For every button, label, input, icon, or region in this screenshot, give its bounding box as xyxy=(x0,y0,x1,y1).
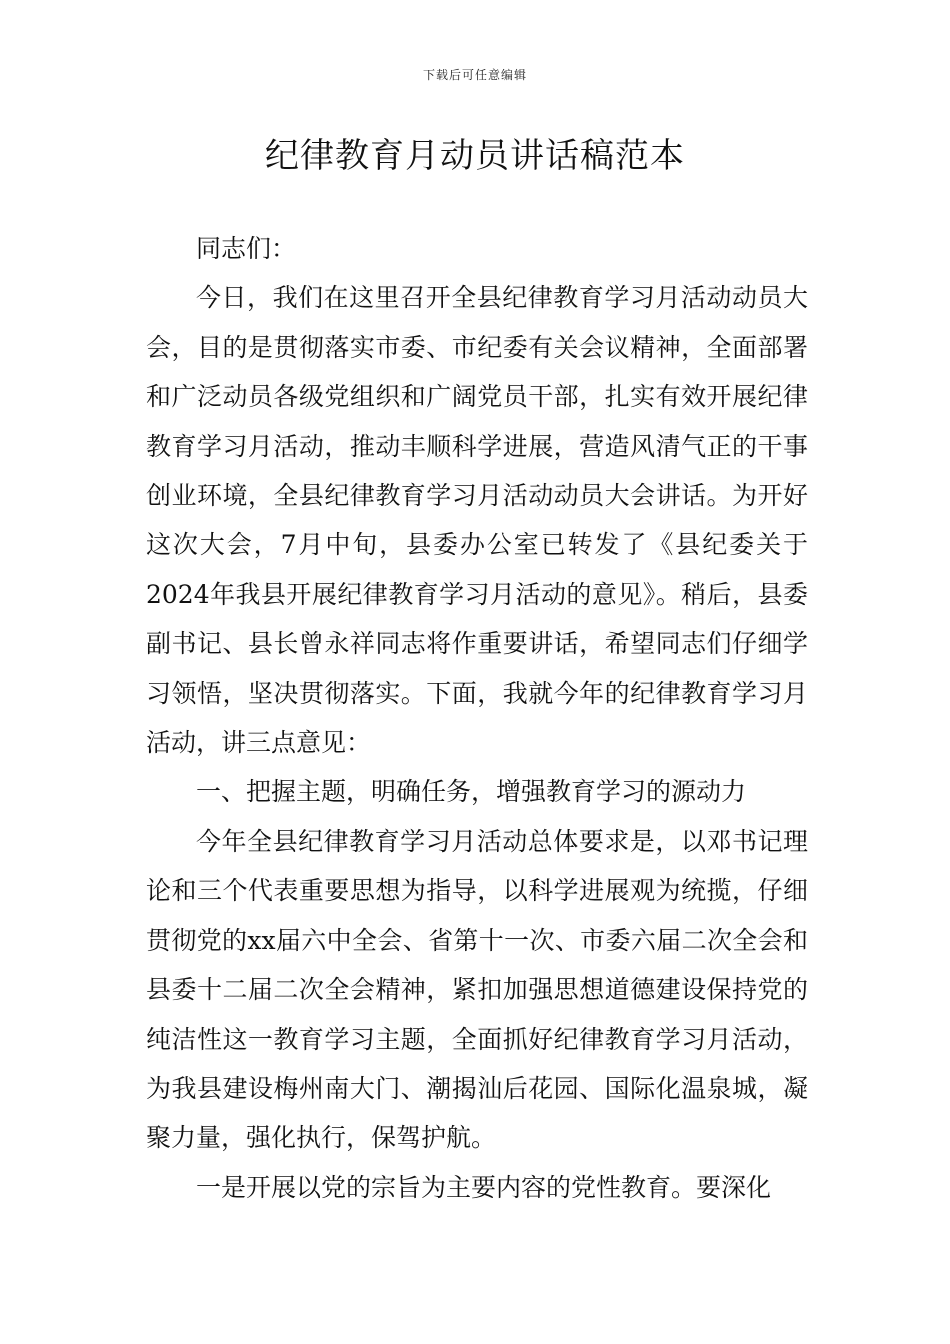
body-paragraph: 今日，我们在这里召开全县纪律教育学习月活动动员大会，目的是贯彻落实市委、市纪委有关会议精神，全面部署和广泛动员各级党组织和广阔党员干部，扎实有效开展纪律教育学习月活动，推动丰顺科学进展，营造风清气正的干事创业环境，全县纪律教育学习月活动动员大会讲话。为开好这次大会，7月中旬，县委办公室已转发了《县纪委关于2024年我县开展纪律教育学习月活动的意见》。稍后，县委副书记、县长曾永祥同志将作重要讲话，希望同志们仔细学习领悟，坚决贯彻落实。下面，我就今年的纪律教育学习月活动，讲三点意见： xyxy=(146,283,808,758)
body-paragraph: 今年全县纪律教育学习月活动总体要求是，以邓书记理论和三个代表重要思想为指导，以科学进展观为统揽，仔细贯彻党的xx届六中全会、省第十一次、市委六届二次全会和县委十二届二次全会精神，紧扣加强思想道德建设保持党的纯洁性这一教育学习主题，全面抓好纪律教育学习月活动，为我县建设梅州南大门、潮揭汕后花园、国际化温泉城，凝聚力量，强化执行，保驾护航。 xyxy=(146,826,808,1153)
body-paragraph: 一是开展以党的宗旨为主要内容的党性教育。要深化 xyxy=(196,1172,772,1202)
header-note: 下载后可任意编辑 xyxy=(422,68,527,82)
salutation-paragraph: 同志们： xyxy=(196,234,297,263)
section-heading: 一、把握主题，明确任务，增强教育学习的源动力 xyxy=(196,777,747,807)
document-title: 纪律教育月动员讲话稿范本 xyxy=(265,136,685,176)
document-body xyxy=(146,224,808,1212)
